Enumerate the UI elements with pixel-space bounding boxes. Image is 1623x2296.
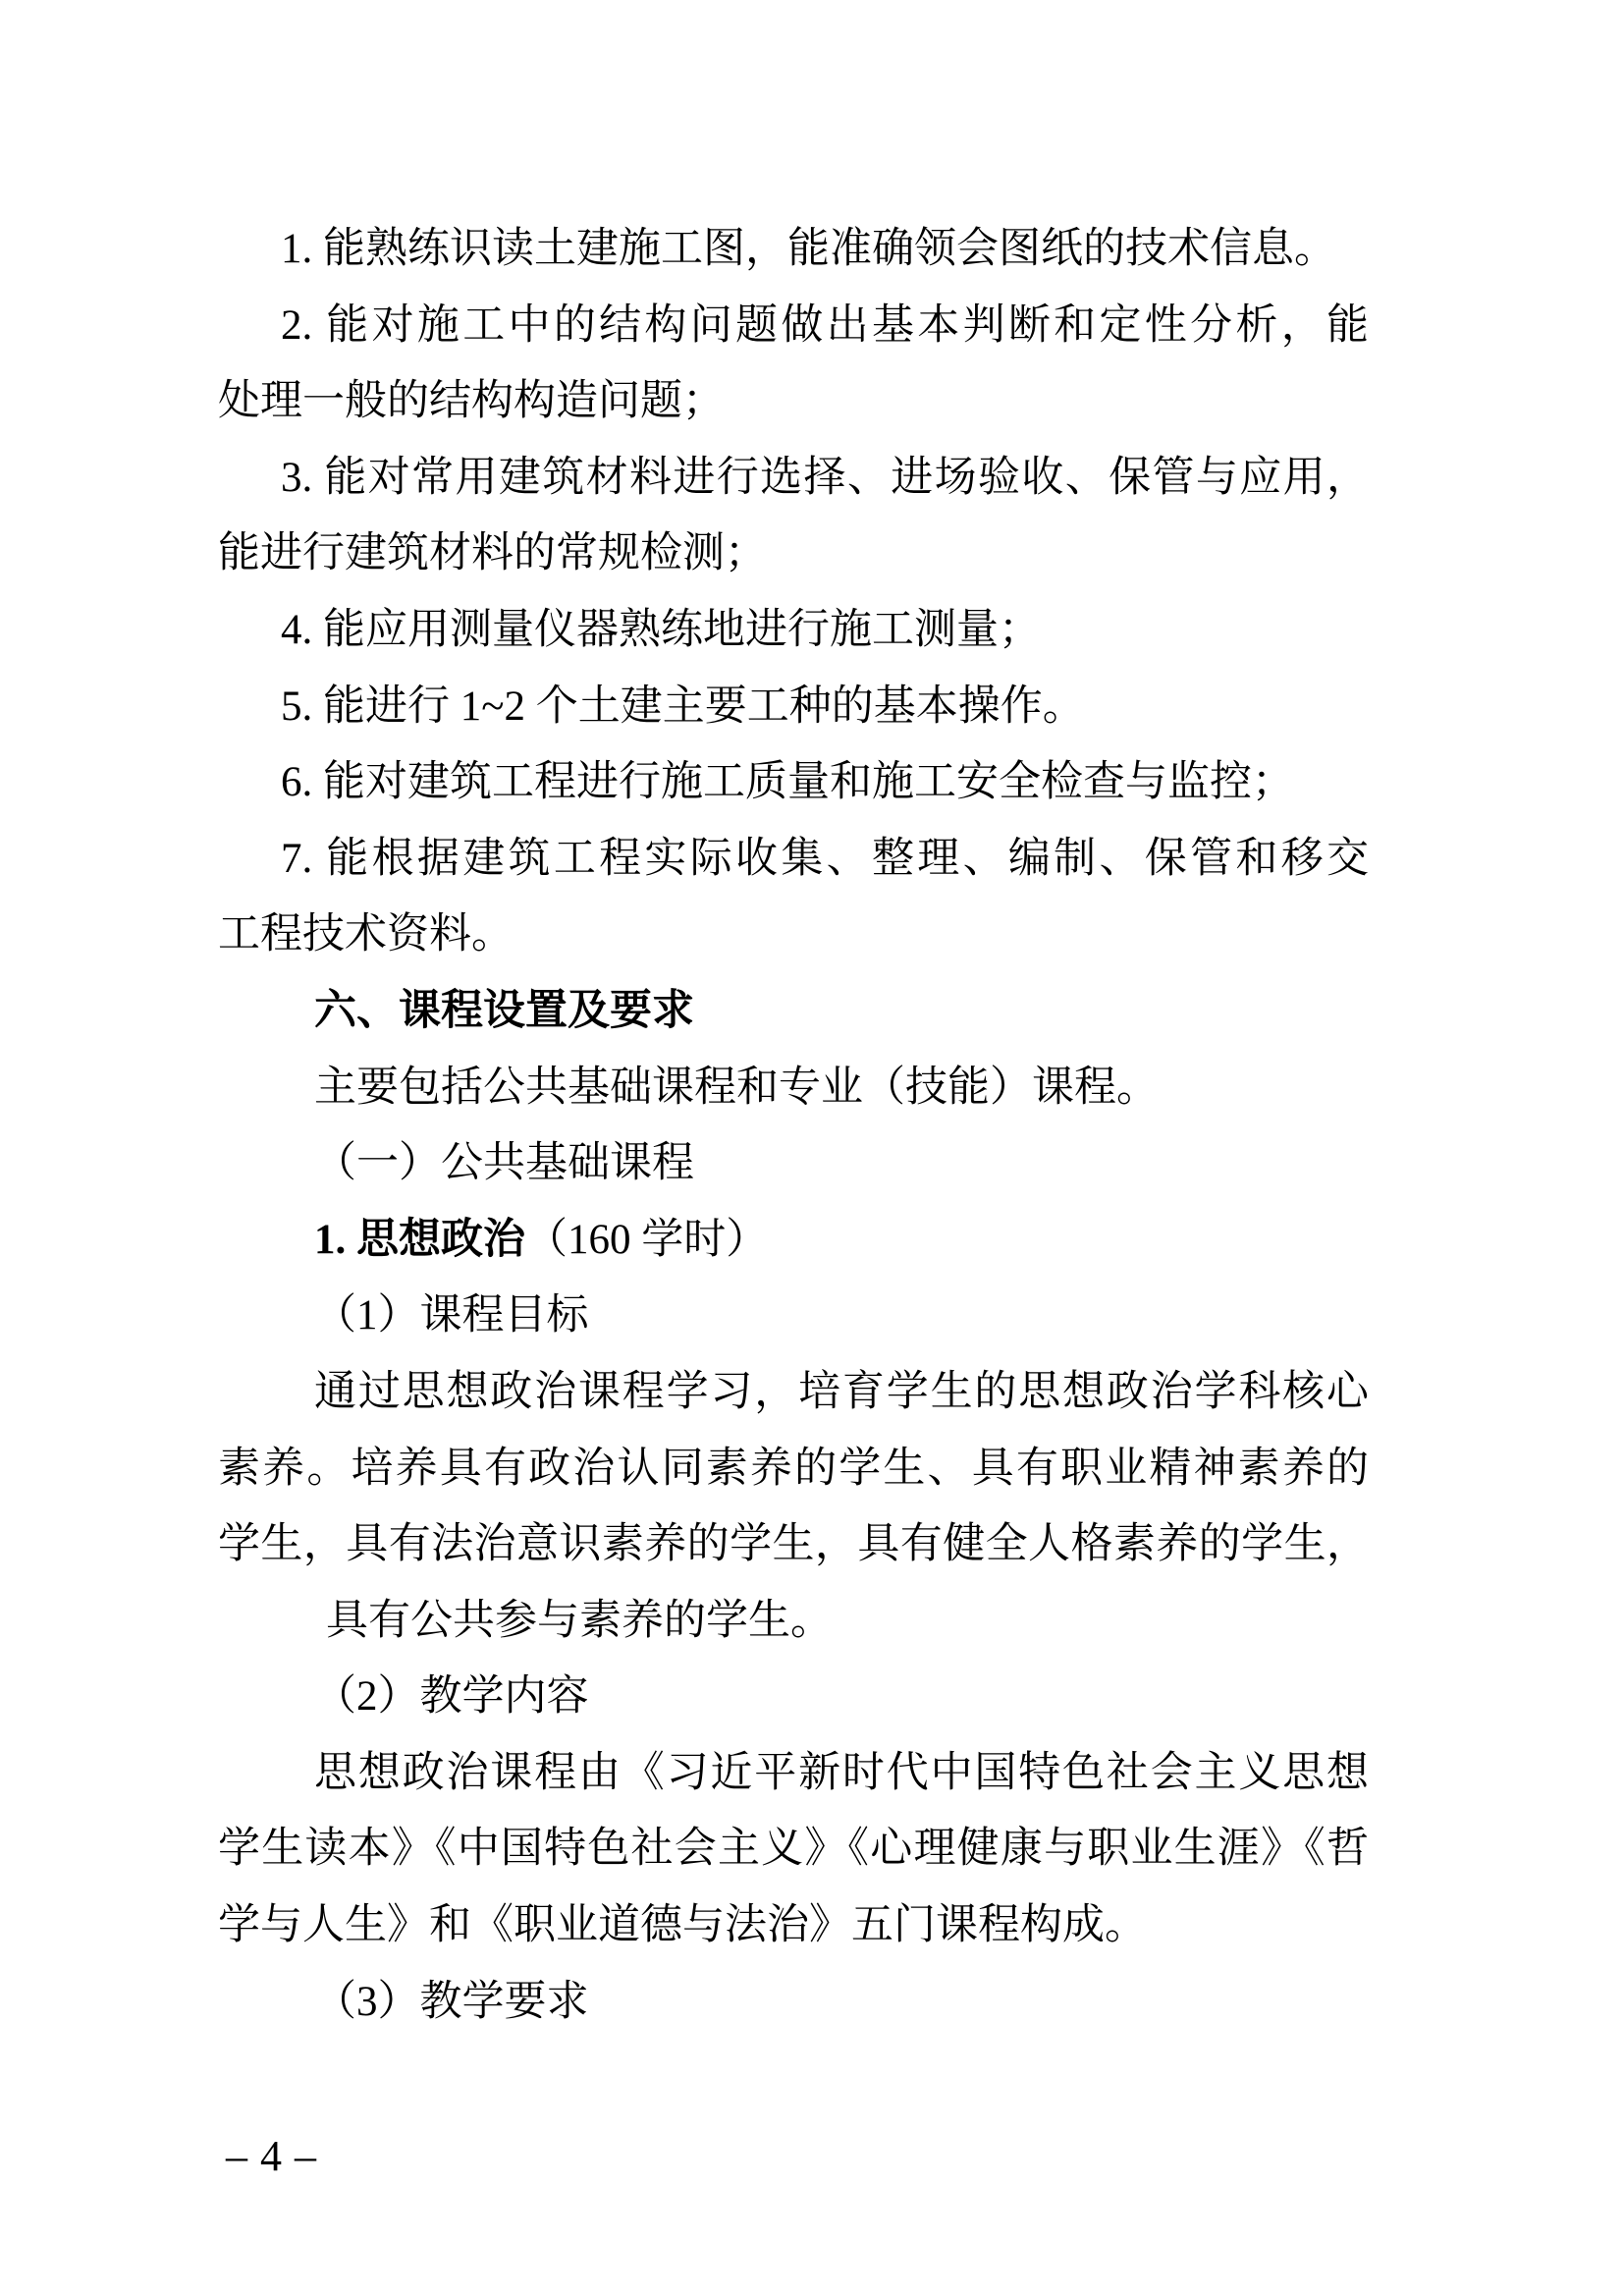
line-text: 6. 能对建筑工程进行施工质量和施工安全检查与监控； [281, 759, 1294, 806]
subsection-heading [218, 1125, 1369, 1202]
course-content-heading [218, 1659, 1369, 1735]
line-text: 能进行建筑材料的常规检测； [218, 530, 767, 577]
line-text: 素养。培养具有政治认同素养的学生、具有职业精神素养的 [218, 1445, 1369, 1492]
line-text: 学生，具有法治意识素养的学生，具有健全人格素养的学生， [218, 1521, 1369, 1568]
ability-item-3-cont [218, 516, 1369, 592]
line-text: 3. 能对常用建筑材料进行选择、进场验收、保管与应用， [281, 454, 1369, 501]
page-number: – 4 – [226, 2132, 317, 2180]
course-content-line-1 [218, 1735, 1369, 1812]
line-text: （1）课程目标 [314, 1292, 589, 1339]
ability-item-6 [218, 744, 1369, 821]
line-text: 1. 能熟练识读土建施工图，能准确领会图纸的技术信息。 [281, 226, 1336, 272]
line-text: 主要包括公共基础课程和专业（技能）课程。 [314, 1064, 1159, 1111]
section-intro [218, 1050, 1369, 1126]
line-text: 7. 能根据建筑工程实际收集、整理、编制、保管和移交 [281, 835, 1369, 882]
line-text: 通过思想政治课程学习，培育学生的思想政治学科核心 [314, 1368, 1369, 1415]
ability-item-5 [218, 669, 1369, 745]
ability-item-3 [218, 440, 1369, 517]
ability-item-4 [218, 592, 1369, 669]
line-text: （3）教学要求 [314, 1978, 589, 2025]
line-text: 处理一般的结构构造问题； [218, 378, 725, 425]
course-requirements-heading [218, 1964, 1369, 2041]
line-text: （一）公共基础课程 [314, 1140, 694, 1187]
course-goal-line-3 [218, 1506, 1369, 1583]
line-text: 思想政治课程由《习近平新时代中国特色社会主义思想 [314, 1749, 1369, 1796]
course-hours: （160 学时） [525, 1216, 769, 1263]
section-heading [218, 973, 1369, 1050]
ability-item-7 [218, 821, 1369, 898]
ability-item-2-cont [218, 363, 1369, 440]
ability-item-1 [218, 211, 1369, 288]
ability-item-7-cont [218, 897, 1369, 973]
course-content-line-2 [218, 1811, 1369, 1887]
line-text: （2）教学内容 [314, 1673, 589, 1721]
document-body [218, 211, 1369, 2040]
course-content-line-3 [218, 1887, 1369, 1964]
line-text: 工程技术资料。 [218, 911, 514, 958]
course-heading-bold: 1. 思想政治 [314, 1216, 525, 1263]
course-goal-line-2 [218, 1431, 1369, 1507]
line-text: 2. 能对施工中的结构问题做出基本判断和定性分析，能 [281, 301, 1369, 349]
line-text: 具有公共参与素养的学生。 [326, 1597, 833, 1644]
line-text: 学生读本》《中国特色社会主义》《心理健康与职业生涯》《哲 [218, 1826, 1369, 1873]
course-goal-line-4 [218, 1583, 1369, 1660]
line-text: 学与人生》和《职业道德与法治》五门课程构成。 [218, 1902, 1147, 1949]
line-text: 5. 能进行 1~2 个土建主要工种的基本操作。 [281, 683, 1085, 730]
course-goal-line-1 [218, 1354, 1369, 1431]
section-heading-text: 六、课程设置及要求 [314, 987, 694, 1034]
course-goal-heading [218, 1278, 1369, 1354]
ability-item-2 [218, 288, 1369, 364]
line-text: 4. 能应用测量仪器熟练地进行施工测量； [281, 606, 1041, 653]
course-heading [218, 1202, 1369, 1279]
